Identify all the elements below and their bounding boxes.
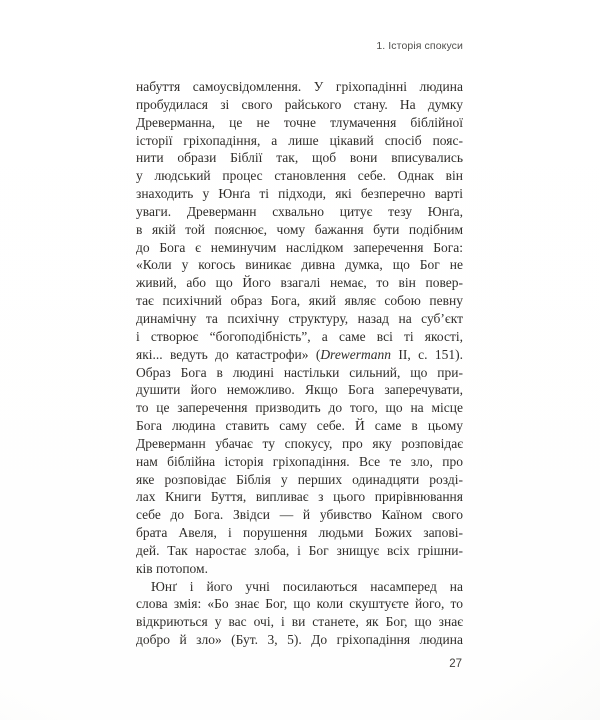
text-line: до Бога є неминучим наслідком заперечення Бога: <box>136 239 463 255</box>
text-line: і створює “богоподібність”, а саме всі ті якості, <box>136 328 463 344</box>
text-line: Образ Бога в людині настільки сильний, що при- <box>136 364 463 380</box>
page-number: 27 <box>449 658 462 670</box>
citation-source-italic: Drewermann <box>320 346 392 362</box>
text-line: нам біблійна історія гріхопадіння. Все те зло, про <box>136 453 463 469</box>
text-line: живий, або що Його взагалі немає, то він повер- <box>136 275 463 291</box>
text-line-citation <box>136 346 463 364</box>
text-line: дей. Так наростає злоба, і Бог знищує всіх грішни- <box>136 542 463 558</box>
text-line: в якій той пояснює, чому бажання бути подібним <box>136 221 463 237</box>
text-line: душити його неможливо. Якщо Бога заперечувати, <box>136 382 463 398</box>
text-line: набуття самоусвідомлення. У гріхопадінні людина <box>136 79 463 94</box>
text-line: Древерманн убачає ту спокусу, про яку розповідає <box>136 435 463 451</box>
text-line: у людський процес становлення себе. Однак він <box>136 168 463 184</box>
text-line: лах Книги Буття, випливає з цього прирівнювання <box>136 489 463 505</box>
text-line: яке розповідає Біблія у перших одинадцяти розді- <box>136 471 463 487</box>
text-line: Древерманна, це не точне тлумачення біблійної <box>136 114 463 130</box>
text-line: «Коли у когось виникає дивна думка, що Бог не <box>136 257 463 273</box>
text-line: Бога людина ставить саму себе. Й саме в цьому <box>136 418 463 434</box>
citation-pre: які... ведуть до катастрофи» ( <box>136 346 321 362</box>
body-text <box>136 78 463 649</box>
citation-post: II, с. 151). <box>391 346 463 362</box>
text-line: нити образи Біблії так, щоб вони вписувались <box>136 150 463 166</box>
text-line: відкриються у вас очі, і ви станете, як Бог, що знає <box>136 614 463 630</box>
text-line: то це заперечення призводить до того, що на місце <box>136 400 463 416</box>
text-line: себе до Бога. Звідси — й убивство Каїном свого <box>136 507 463 523</box>
text-line: динамічну та психічну структуру, назад на суб’єкт <box>136 310 463 326</box>
text-line: слова змія: «Бо знає Бог, що коли скуштуєте його, то <box>136 596 463 612</box>
text-line: знаходить у Юнґа ті підходи, які безперечно варті <box>136 186 463 202</box>
text-line: історії гріхопадіння, а лише цікавий спосіб пояс- <box>136 132 463 148</box>
text-line: пробудилася зі свого райського стану. На думку <box>136 96 463 112</box>
text-line: брата Авеля, і порушення людьми Божих запові- <box>136 525 463 541</box>
running-header: 1. Історія спокуси <box>376 40 463 52</box>
text-line: тає психічний образ Бога, який являє собою певну <box>136 293 463 309</box>
text-line: уваги. Древерманн схвально цитує тезу Юнґа, <box>136 203 463 219</box>
text-line-paragraph-start: Юнґ і його учні посилаються насамперед на <box>151 578 463 594</box>
text-line: добро й зло» (Бут. 3, 5). До гріхопадіння людина <box>136 632 463 648</box>
text-line-paragraph-end: ків потопом. <box>136 560 208 576</box>
